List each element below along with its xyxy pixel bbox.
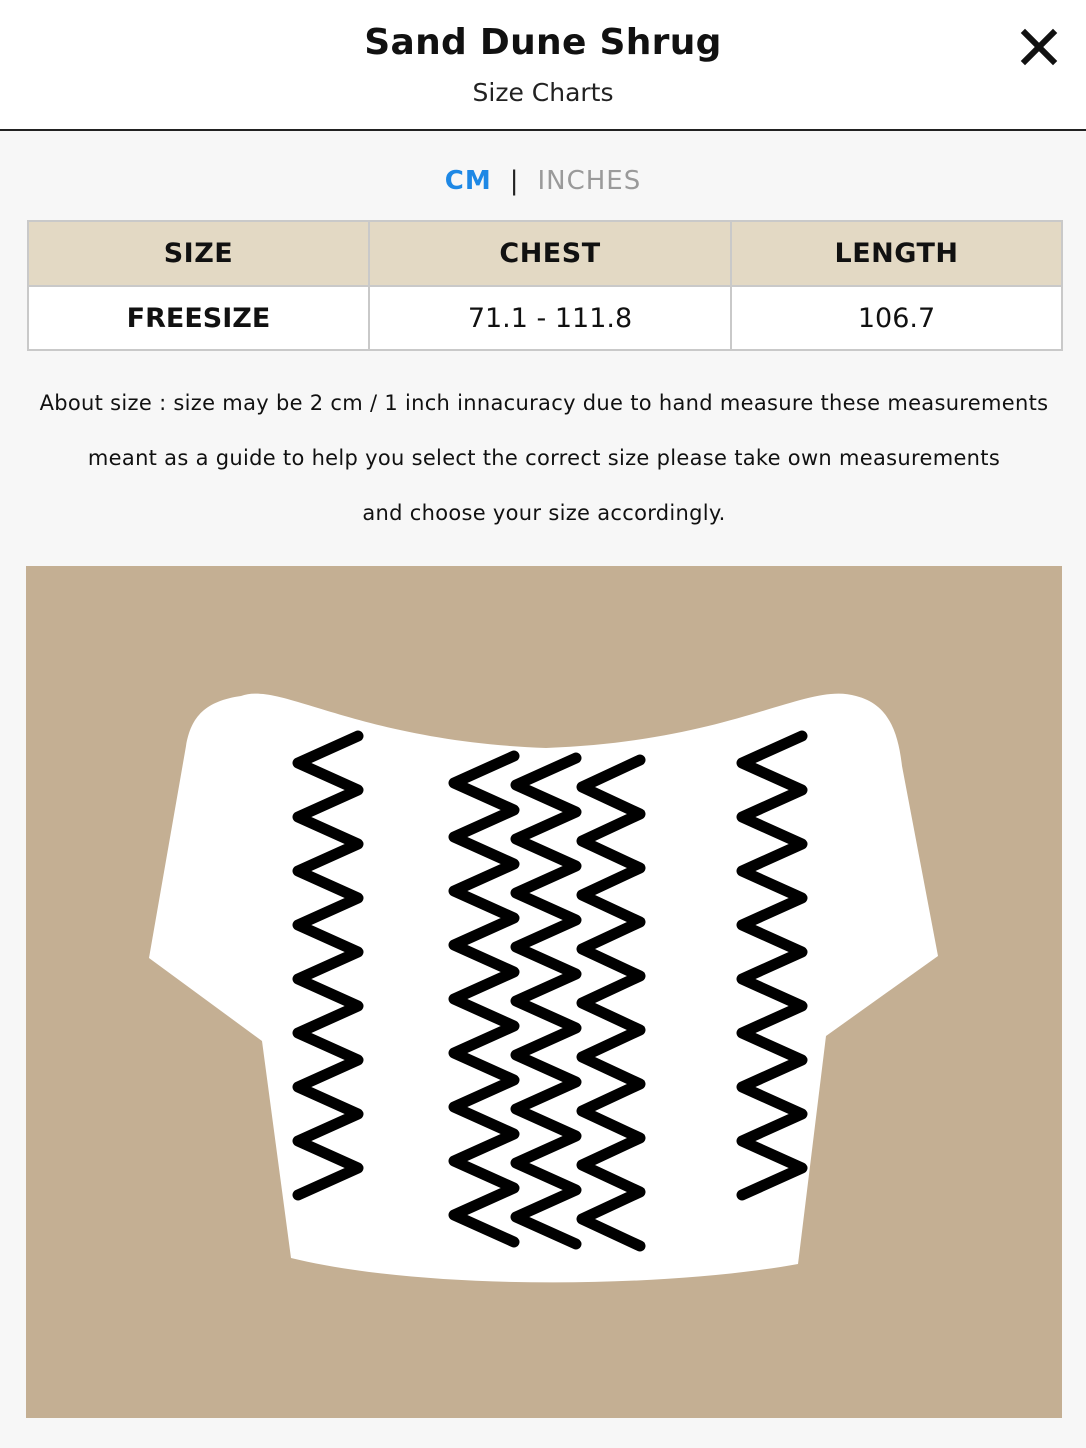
unit-cm-tab[interactable]: CM: [444, 166, 492, 196]
chest-value: 71.1 - 111.8: [369, 286, 731, 350]
disclaimer-line: About size : size may be 2 cm / 1 inch innacuracy due to hand measure these measurements: [39, 391, 1049, 415]
product-title: Sand Dune Shrug: [364, 22, 722, 63]
column-header-length: LENGTH: [731, 221, 1062, 286]
size-charts-subtitle: Size Charts: [472, 78, 614, 107]
disclaimer-line: and choose your size accordingly.: [362, 501, 726, 525]
close-button[interactable]: [1018, 26, 1060, 68]
shrug-illustration: [26, 566, 1062, 1418]
disclaimer-line: meant as a guide to help you select the correct size please take own measurements: [87, 446, 1001, 470]
size-value: FREESIZE: [28, 286, 369, 350]
unit-separator: |: [509, 166, 520, 196]
product-image: [26, 566, 1062, 1418]
column-header-size: SIZE: [28, 221, 369, 286]
modal-header: [0, 0, 1086, 131]
table-header-row: [28, 221, 1062, 286]
unit-toggle: [0, 166, 1086, 196]
size-chart-table: [27, 220, 1063, 351]
length-value: 106.7: [731, 286, 1062, 350]
size-disclaimer: [27, 376, 1061, 541]
unit-inches-tab[interactable]: INCHES: [537, 166, 642, 196]
column-header-chest: CHEST: [369, 221, 731, 286]
close-icon: [1018, 26, 1060, 68]
table-row: [28, 286, 1062, 350]
